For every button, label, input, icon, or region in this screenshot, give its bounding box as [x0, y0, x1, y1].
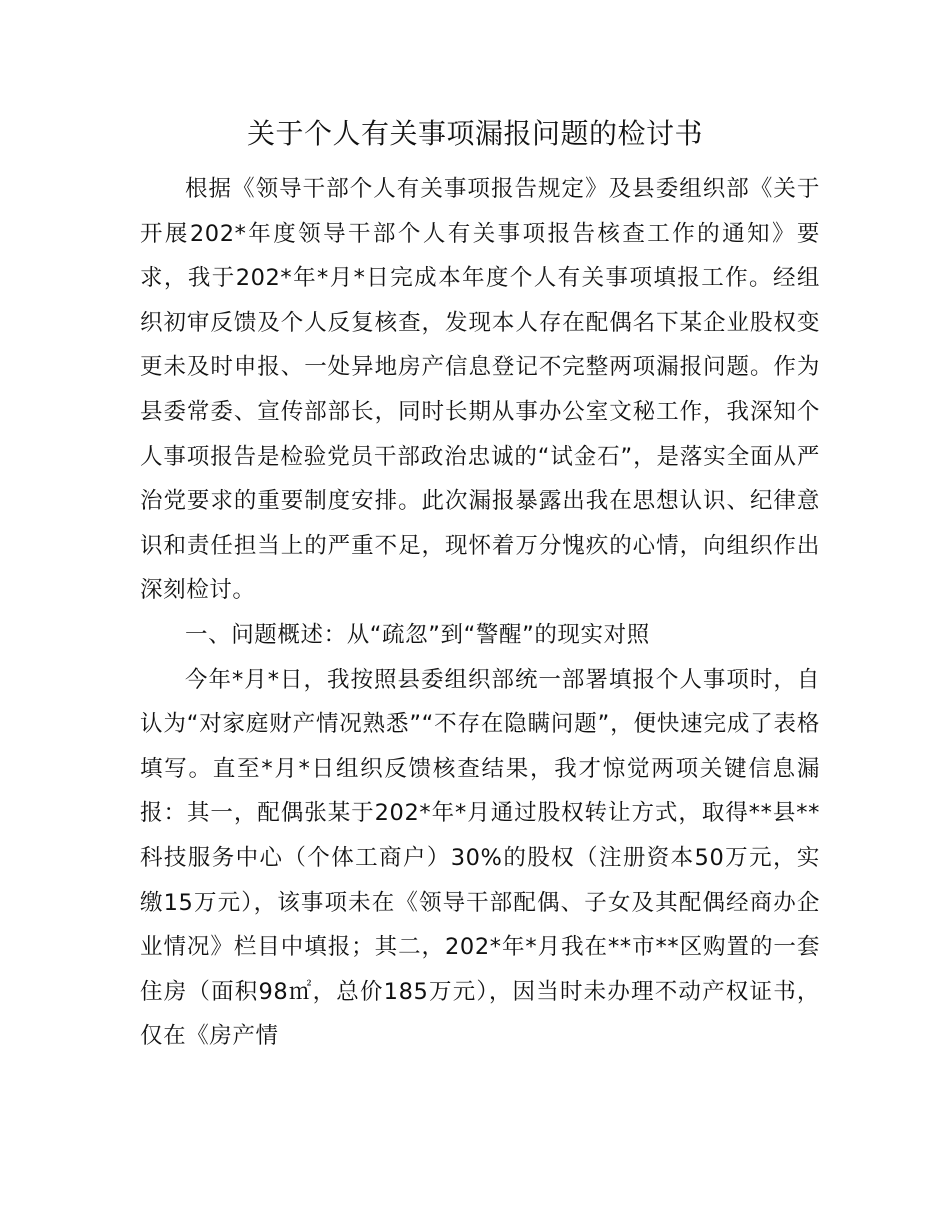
section-heading: 一、问题概述：从“疏忽”到“警醒”的现实对照 — [185, 621, 650, 648]
paragraph-overview: 今年*月*日，我按照县委组织部统一部署填报个人事项时，自认为“对家庭财产情况熟悉”“不存在隐瞒问题”，便快速完成了表格填写。直至*月*日组织反馈核查结果，我才惊觉两项关键信息漏报：其一，配偶张某于202*年*月通过股权转让方式，取得**县**科技服务中心（个体工商户）30%的股权（注册资本50万元，实缴15万元），该事项未在《领导干部配偶、子女及其配偶经商办企业情况》栏目中填报；其二，202*年*月我在**市**区购置的一套住房（面积98㎡，总价185万元），因当时未办理不动产权证书，仅在《房产情 — [140, 666, 820, 1050]
document-title: 关于个人有关事项漏报问题的检讨书 — [246, 117, 703, 150]
paragraph-intro: 根据《领导干部个人有关事项报告规定》及县委组织部《关于开展202*年度领导干部个人有关事项报告核查工作的通知》要求，我于202*年*月*日完成本年度个人有关事项填报工作。经组织初审反馈及个人反复核查，发现本人存在配偶名下某企业股权变更未及时申报、一处异地房产信息登记不完整两项漏报问题。作为县委常委、宣传部部长，同时长期从事办公室文秘工作，我深知个人事项报告是检验党员干部政治忠诚的“试金石”，是落实全面从严治党要求的重要制度安排。此次漏报暴露出我在思想认识、纪律意识和责任担当上的严重不足，现怀着万分愧疚的心情，向组织作出深刻检讨。 — [140, 176, 820, 604]
document-body — [140, 167, 820, 1059]
